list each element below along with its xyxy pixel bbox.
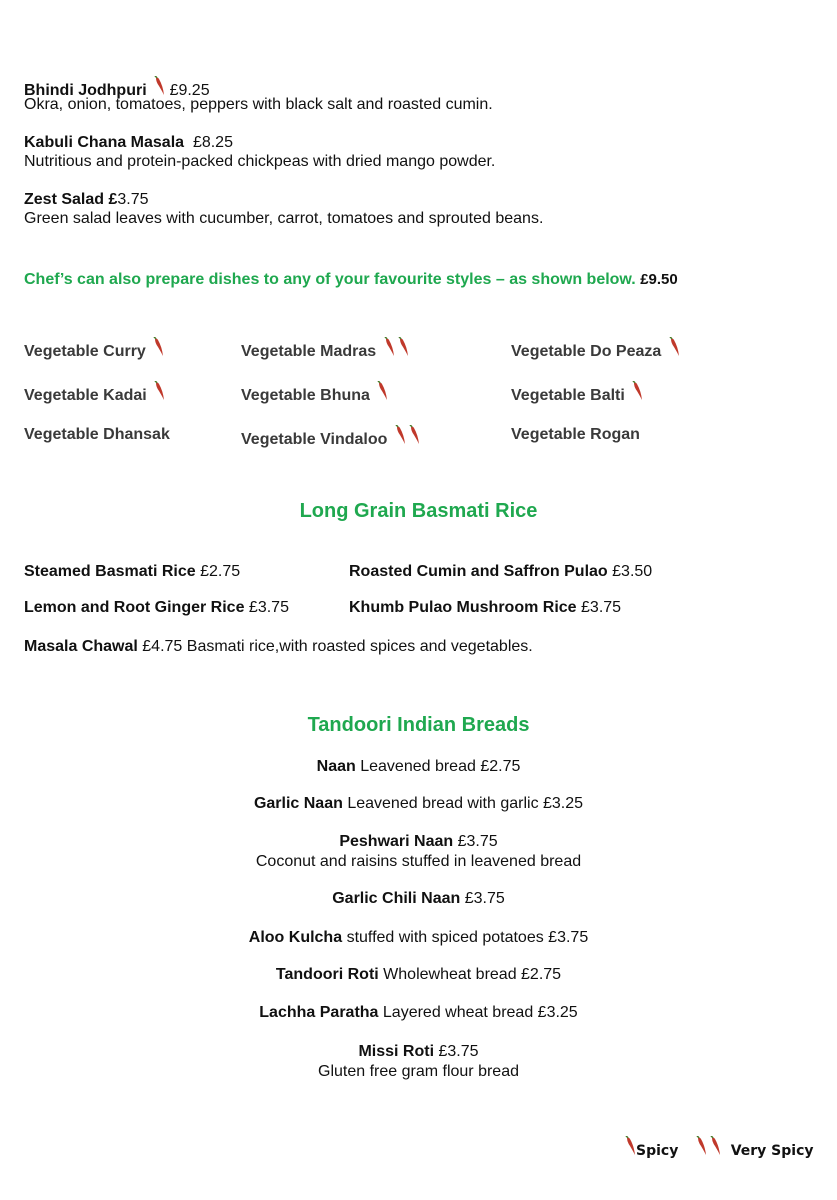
- rice-name: Masala Chawal: [24, 638, 138, 655]
- dish-name: Bhindi Jodhpuri: [24, 82, 147, 99]
- dish-zest-salad: [24, 190, 149, 209]
- bread-name: Naan: [316, 758, 356, 775]
- dish-name: Kabuli Chana Masala: [24, 134, 185, 151]
- bread-desc: Wholewheat bread £2.75: [383, 966, 562, 983]
- bread-desc: Layered wheat bread £3.25: [382, 1004, 578, 1021]
- chili-pepper-icon: [397, 337, 409, 359]
- style-item: [24, 425, 170, 444]
- rice-name: Khumb Pulao Mushroom Rice: [349, 599, 577, 616]
- style-item: [241, 337, 409, 361]
- style-name: Vegetable Dhansak: [24, 426, 170, 443]
- bread-item: [0, 1003, 837, 1022]
- dish-desc: Green salad leaves with cucumber, carrot, tomatoes and sprouted beans.: [24, 210, 544, 227]
- style-name: Vegetable Balti: [511, 387, 625, 404]
- rice-name: Steamed Basmati Rice: [24, 563, 196, 580]
- style-item: [241, 425, 420, 449]
- dish-desc: Nutritious and protein-packed chickpeas with dried mango powder.: [24, 153, 496, 170]
- bread-name: Garlic Chili Naan: [332, 890, 461, 907]
- chili-pepper-icon: [668, 337, 680, 359]
- dish-price: £8.25: [192, 134, 233, 151]
- bread-name: Peshwari Naan: [339, 833, 454, 850]
- chili-pepper-icon: [376, 381, 388, 403]
- style-item: [511, 425, 640, 444]
- style-name: Vegetable Vindaloo: [241, 431, 388, 448]
- rice-item: [24, 598, 289, 617]
- rice-desc: £4.75 Basmati rice,with roasted spices and vegetables.: [142, 638, 533, 655]
- bread-item: [0, 928, 837, 947]
- bread-price: £3.75: [438, 1043, 479, 1060]
- chef-note: [24, 270, 678, 289]
- style-name: Vegetable Curry: [24, 343, 146, 360]
- dish-kabuli-chana-masala: [24, 133, 233, 152]
- dish-price: 3.75: [117, 191, 149, 208]
- dish-price: £9.25: [169, 82, 210, 99]
- style-item: [511, 381, 643, 405]
- bread-item: [0, 757, 837, 776]
- rice-price: £2.75: [200, 563, 241, 580]
- bread-desc: stuffed with spiced potatoes £3.75: [346, 929, 589, 946]
- bread-item: [0, 889, 837, 908]
- style-item: [511, 337, 680, 361]
- chili-pepper-icon: [394, 425, 406, 447]
- rice-price: £3.75: [248, 599, 289, 616]
- bread-name: Tandoori Roti: [275, 966, 379, 983]
- style-item: [241, 381, 388, 405]
- bread-item: [0, 832, 837, 851]
- rice-price: £3.75: [581, 599, 622, 616]
- bread-name: Lachha Paratha: [259, 1004, 379, 1021]
- spice-legend: [622, 1136, 814, 1159]
- chili-pepper-icon: [709, 1136, 721, 1158]
- legend-spicy-label: Spicy: [636, 1143, 679, 1159]
- style-name: Vegetable Kadai: [24, 387, 147, 404]
- rice-name: Lemon and Root Ginger Rice: [24, 599, 245, 616]
- rice-price: £3.50: [612, 563, 653, 580]
- chili-pepper-icon: [383, 337, 395, 359]
- style-name: Vegetable Bhuna: [241, 387, 370, 404]
- style-name: Vegetable Do Peaza: [511, 343, 662, 360]
- bread-name: Aloo Kulcha: [248, 929, 343, 946]
- bread-desc-line: Gluten free gram flour bread: [318, 1063, 519, 1080]
- chili-pepper-icon: [631, 381, 643, 403]
- style-item: [24, 337, 164, 361]
- bread-desc-line: Coconut and raisins stuffed in leavened bread: [255, 853, 582, 870]
- rice-section-title: Long Grain Basmati Rice: [299, 500, 538, 522]
- bread-price: £3.75: [464, 890, 505, 907]
- chili-pepper-icon: [624, 1136, 636, 1158]
- legend-very-spicy-label: Very Spicy: [730, 1143, 814, 1159]
- dish-price-symbol: £: [108, 191, 118, 208]
- bread-desc: Leavened bread £2.75: [360, 758, 521, 775]
- bread-name: Garlic Naan: [253, 795, 343, 812]
- chili-pepper-icon: [408, 425, 420, 447]
- breads-section-title: Tandoori Indian Breads: [307, 714, 530, 736]
- style-name: Vegetable Madras: [241, 343, 377, 360]
- bread-item: [0, 1042, 837, 1061]
- chef-note-text: Chef’s can also prepare dishes to any of your favourite styles – as shown below.: [24, 271, 636, 288]
- bread-item: [0, 794, 837, 813]
- rice-item: [24, 562, 240, 581]
- chili-pepper-icon: [153, 381, 165, 403]
- rice-name: Roasted Cumin and Saffron Pulao: [349, 563, 608, 580]
- dish-name: Zest Salad: [24, 191, 105, 208]
- chili-pepper-icon: [695, 1136, 707, 1158]
- bread-desc: Leavened bread with garlic £3.25: [347, 795, 584, 812]
- bread-name: Missi Roti: [358, 1043, 435, 1060]
- rice-item-masala: [24, 637, 533, 656]
- style-name: Vegetable Rogan: [511, 426, 640, 443]
- rice-item: [349, 598, 621, 617]
- bread-item: [0, 965, 837, 984]
- rice-item: [349, 562, 652, 581]
- chili-pepper-icon: [152, 337, 164, 359]
- dish-desc: Okra, onion, tomatoes, peppers with black salt and roasted cumin.: [24, 96, 493, 113]
- style-item: [24, 381, 165, 405]
- chef-note-price: £9.50: [640, 271, 678, 288]
- bread-price: £3.75: [457, 833, 498, 850]
